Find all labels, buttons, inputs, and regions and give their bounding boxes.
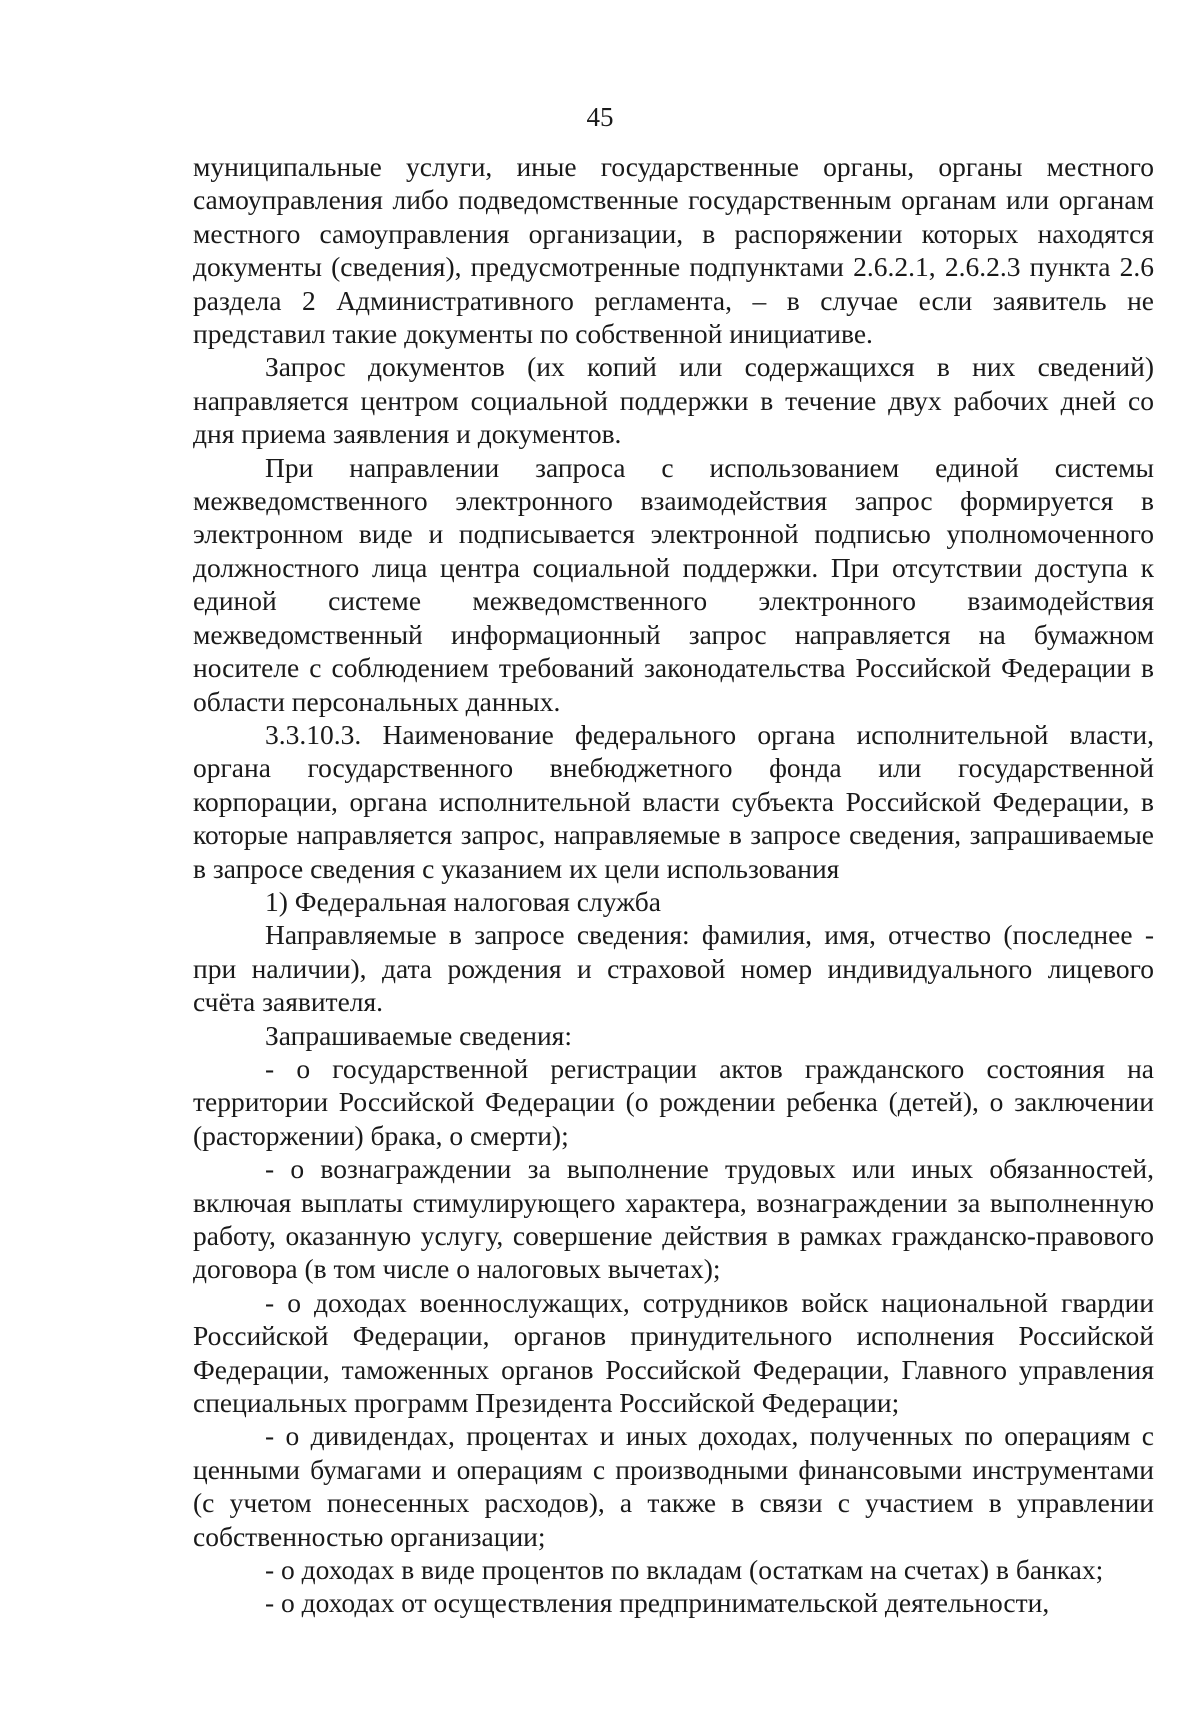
page-number: 45 <box>586 102 614 132</box>
list-item-dividends: - о дивидендах, процентах и иных доходах, полученных по операциям с ценными бумагами и операциям с производными финансовыми инструментами (с учетом понесенных расходов), а также в связи с участием в управлении собственностью организации; <box>193 1420 1154 1552</box>
list-item-civil-registration: - о государственной регистрации актов гражданского состояния на территории Российской Федерации (о рождении ребенка (детей), о заключении (расторжении) брака, о смерти); <box>193 1052 1154 1151</box>
paragraph-requested-data-heading: Запрашиваемые сведения: <box>265 1019 572 1051</box>
list-item-military-income: - о доходах военнослужащих, сотрудников войск национальной гвардии Российской Федерации, органов принудительного исполнения Российской Федерации, таможенных органов Российской Федерации, Главного управления специальных программ Президента Российской Федерации; <box>193 1286 1154 1419</box>
paragraph-continuation: муниципальные услуги, иные государственные органы, органы местного самоуправления либо подведомственные государственным органам или органам местного самоуправления организации, в распоряжении которых находятся документы (сведения), предусмотренные подпунктами 2.6.2.1, 2.6.2.3 пункта 2.6 раздела 2 Административного регламента, – в случае если заявитель не представил такие документы по собственной инициативе. <box>193 151 1154 350</box>
list-item-remuneration: - о вознаграждении за выполнение трудовых или иных обязанностей, включая выплаты стимулирующего характера, вознаграждении за выполненную работу, оказанную услугу, совершение действия в рамках гражданско-правового договора (в том числе о налоговых вычетах); <box>193 1153 1154 1285</box>
paragraph-electronic-request: При направлении запроса с использованием единой системы межведомственного электронного взаимодействия запрос формируется в электронном виде и подписывается электронной подписью уполномоченного должностного лица центра социальной поддержки. При отсутствии доступа к единой системе межведомственного электронного взаимодействия межведомственный информационный запрос направляется на бумажном носителе с соблюдением требований законодательства Российской Федерации в области персональных данных. <box>193 451 1154 717</box>
document-body <box>193 150 1154 1620</box>
paragraph-federal-tax-service: 1) Федеральная налоговая служба <box>265 885 661 917</box>
list-item-business-income: - о доходах от осуществления предпринимательской деятельности, <box>265 1587 1050 1619</box>
paragraph-request-timing: Запрос документов (их копий или содержащихся в них сведений) направляется центром социальной поддержки в течение двух рабочих дней со дня приема заявления и документов. <box>193 351 1154 450</box>
paragraph-section-3-3-10-3: 3.3.10.3. Наименование федерального органа исполнительной власти, органа государственного внебюджетного фонда или государственной корпорации, органа исполнительной власти субъекта Российской Федерации, в которые направляется запрос, направляемые в запросе сведения, запрашиваемые в запросе сведения с указанием их цели использования <box>193 718 1154 884</box>
paragraph-sent-data: Направляемые в запросе сведения: фамилия, имя, отчество (последнее - при наличии), дата рождения и страховой номер индивидуального лицевого счёта заявителя. <box>193 919 1154 1018</box>
list-item-bank-interest: - о доходах в виде процентов по вкладам (остаткам на счетах) в банках; <box>265 1554 1104 1586</box>
